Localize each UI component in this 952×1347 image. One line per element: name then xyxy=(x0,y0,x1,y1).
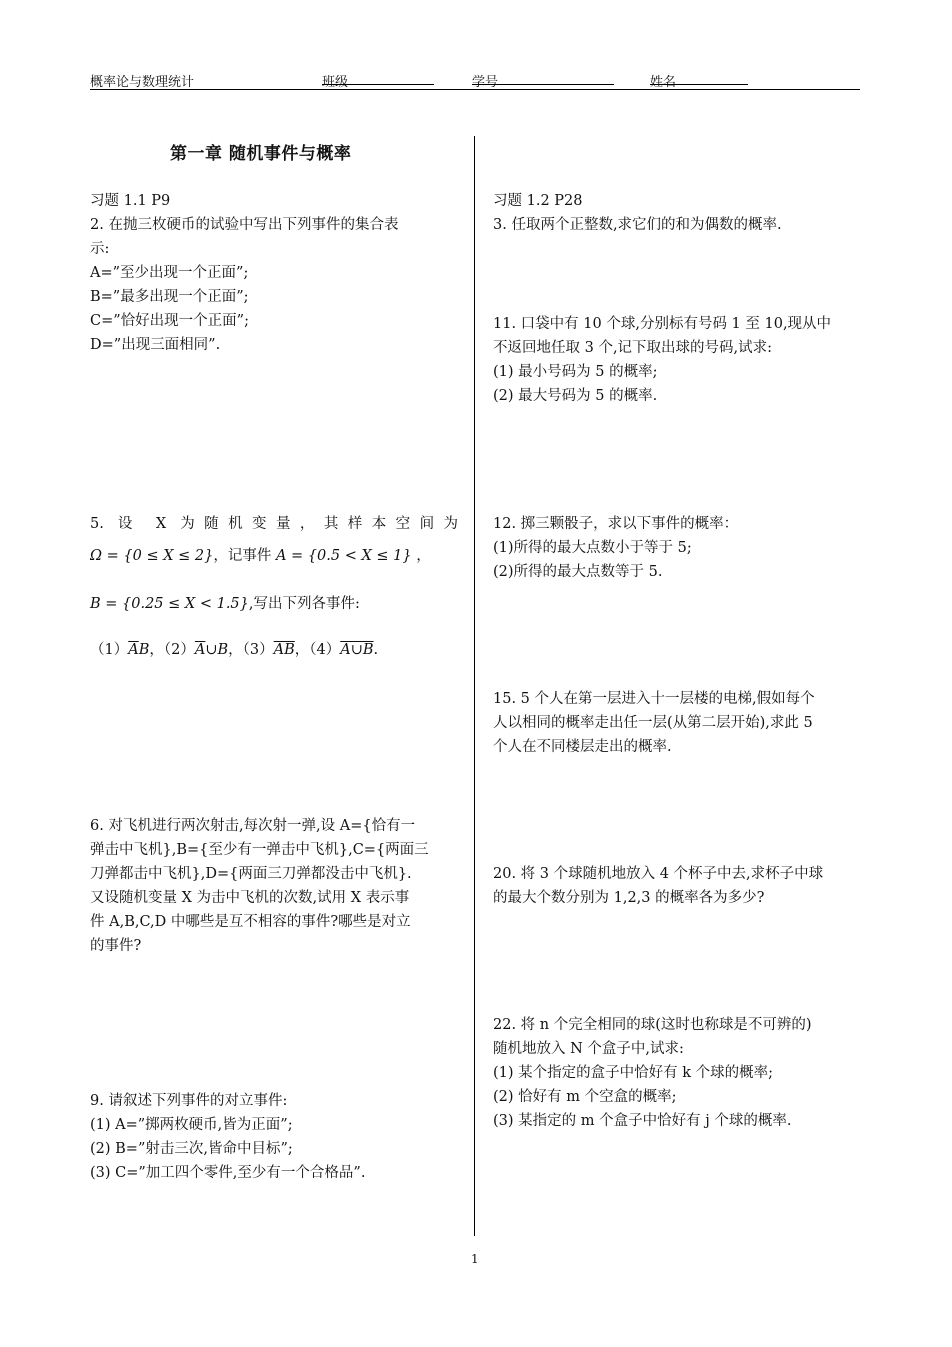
event-3: $\overline{AB}$ xyxy=(273,642,295,658)
name-blank xyxy=(650,71,748,85)
question-22: 22. 将 n 个完全相同的球(这时也称球是不可辨的) 随机地放入 N 个盒子中,试求: (1) 某个指定的盒子中恰好有 k 个球的概率; (2) 恰好有 m 个空盒的概率; (3) 某指定的 m 个盒子中恰好有 j 个球的概率. xyxy=(493,1017,812,1129)
class-blank xyxy=(322,71,434,85)
event-4: A∪B xyxy=(340,642,374,658)
event-1: $\overline{A}$ xyxy=(128,642,139,658)
class-label: 班级 xyxy=(322,75,349,90)
section-1-2-heading: 习题 1.2 P28 xyxy=(493,193,583,209)
question-12: 12. 掷三颗骰子，求以下事件的概率： (1)所得的最大点数小于等于 5; (2)所得的最大点数等于 5. xyxy=(493,516,739,580)
question-15: 15. 5 个人在第一层进入十一层楼的电梯,假如每个 人以相同的概率走出任一层(从第二层开始),求此 5 个人在不同楼层走出的概率. xyxy=(493,691,815,755)
question-20: 20. 将 3 个球随机地放入 4 个杯子中去,求杯子中球 的最大个数分别为 1,2,3 的概率各为多少? xyxy=(493,866,824,906)
question-5: 5. 设 X 为随机变量，其样本空间为 Ω = {0 ≤ X ≤ 2}，记事件 A = {0.5 < X ≤ 1} ， B = {0.25 ≤ X < 1.5},写出下列各事件: $(1)\overline{A}B$，$(2)\overline{A}\cup B$，$(3)\overline{AB}$，（4）A∪B. xyxy=(90,512,460,670)
question-9: 9. 请叙述下列事件的对立事件: (1) A=”掷两枚硬币,皆为正面”; (2) B=”射击三次,皆命中目标”; (3) C=”加工四个零件,至少有一个合格品”. xyxy=(90,1093,366,1181)
event-a-set: A = {0.5 < X ≤ 1} xyxy=(275,548,412,564)
question-6: 6. 对飞机进行两次射击,每次射一弹,设 A={恰有一 弹击中飞机},B={至少有一弹击中飞机},C={两面三 刀弹都击中飞机},D={两面三刀弹都没击中飞机}. 又设随机变量 X 为击中飞机的次数,试用 X 表示事 件 A,B,C,D 中哪些是互不相容的事件?哪些是对立 的事件? xyxy=(90,818,429,954)
course-name: 概率论与数理统计 xyxy=(90,75,195,90)
omega-set: Ω = {0 ≤ X ≤ 2} xyxy=(90,548,214,564)
question-3: 3. 任取两个正整数,求它们的和为偶数的概率. xyxy=(493,217,782,233)
question-5-sets-line: Ω = {0 ≤ X ≤ 2}，记事件 A = {0.5 < X ≤ 1} ， xyxy=(90,548,431,564)
question-11: 11. 口袋中有 10 个球,分别标有号码 1 至 10,现从中 不返回地任取 3 个,记下取出球的号码,试求: (1) 最小号码为 5 的概率; (2) 最大号码为 5 的概率. xyxy=(493,316,832,404)
student-id-label: 学号 xyxy=(472,75,499,90)
student-id-blank xyxy=(472,71,614,85)
question-5-events-line: $(1)\overline{A}B$，$(2)\overline{A}\cup B$，$(3)\overline{AB}$，（4）A∪B. xyxy=(90,642,379,658)
section-1-1-heading: 习题 1.1 P9 xyxy=(90,193,171,209)
event-b-set: B = {0.25 ≤ X < 1.5} xyxy=(90,596,249,612)
column-divider xyxy=(474,136,475,1236)
chapter-title: 第一章 随机事件与概率 xyxy=(170,144,352,164)
question-5-b-line: B = {0.25 ≤ X < 1.5},写出下列各事件: xyxy=(90,596,360,612)
event-2: $\overline{A}$ xyxy=(194,642,206,658)
page-number: 1 xyxy=(471,1252,479,1266)
question-2: 2. 在抛三枚硬币的试验中写出下列事件的集合表 示: A=”至少出现一个正面”; B=”最多出现一个正面”; C=”恰好出现一个正面”; D=”出现三面相同”. xyxy=(90,217,399,353)
name-label: 姓名 xyxy=(650,75,677,90)
page-header xyxy=(90,71,860,90)
